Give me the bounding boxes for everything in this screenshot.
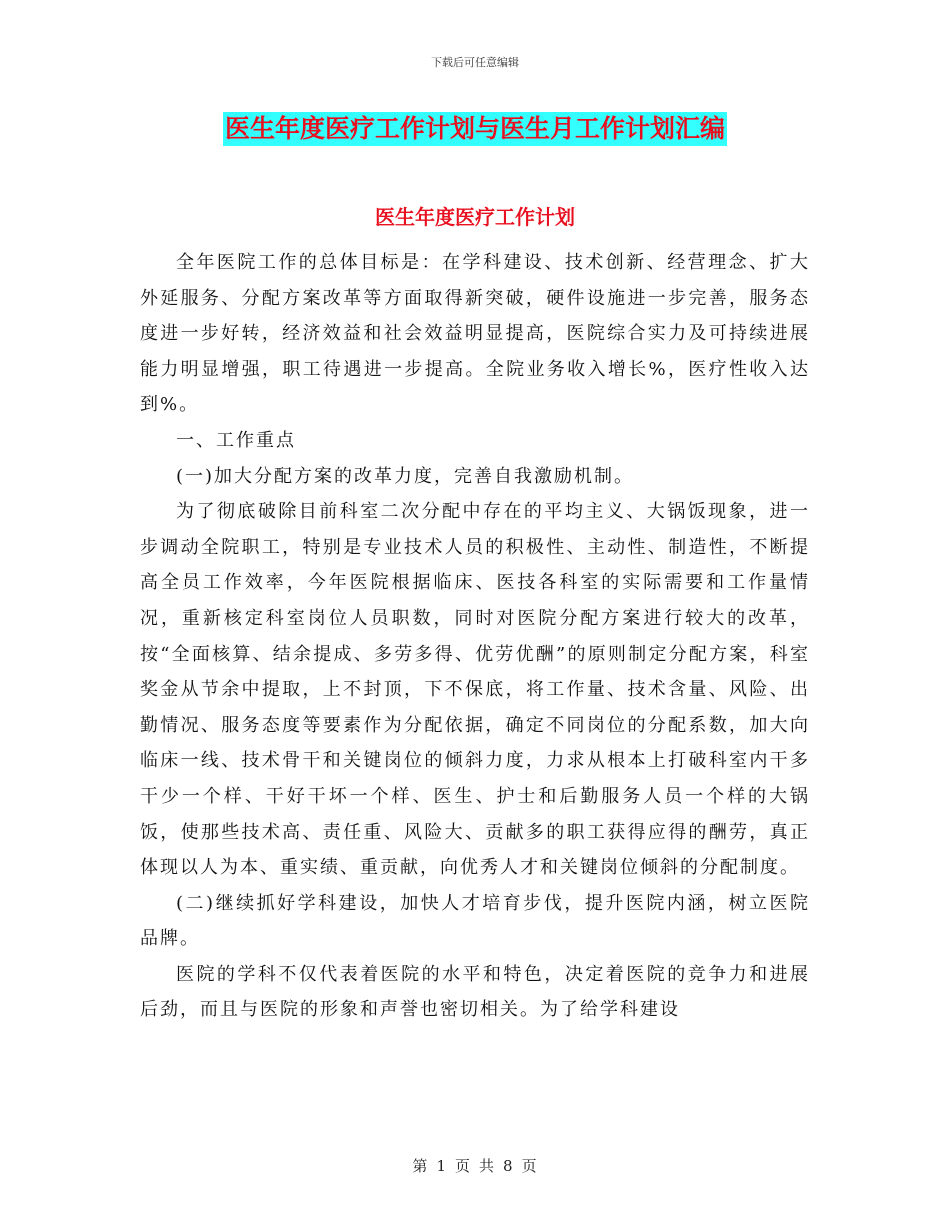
header-note: 下载后可任意编辑	[431, 56, 519, 69]
paragraph-distribution-reform: 为了彻底破除目前科室二次分配中存在的平均主义、大锅饭现象，进一步调动全院职工，特别是专业技术人员的积极性、主动性、制造性，不断提高全员工作效率，今年医院根据临床、医技各科室的实际需要和工作量情况，重新核定科室岗位人员职数，同时对医院分配方案进行较大的改革，按“全面核算、结余提成、多劳多得、优劳优酬”的原则制定分配方案，科室奖金从节余中提取，上不封顶，下不保底，将工作量、技术含量、风险、出勤情况、服务态度等要素作为分配依据，确定不同岗位的分配系数，加大向临床一线、技术骨干和关键岗位的倾斜力度，力求从根本上打破科室内干多干少一个样、干好干坏一个样、医生、护士和后勤服务人员一个样的大锅饭，使那些技术高、责任重、风险大、贡献多的职工获得应得的酬劳，真正体现以人为本、重实绩、重贡献，向优秀人才和关键岗位倾斜的分配制度。	[140, 501, 810, 879]
footer-current-page: 1	[436, 1157, 447, 1175]
paragraph-discipline-construction: 医院的学科不仅代表着医院的水平和特色，决定着医院的竞争力和进展后劲，而且与医院的形象和声誉也密切相关。为了给学科建设	[140, 963, 810, 1021]
footer-total-prefix: 共	[479, 1157, 496, 1175]
footer-prefix: 第	[412, 1157, 429, 1175]
heading-work-focus: 一、工作重点	[176, 429, 296, 451]
page-footer	[0, 1155, 950, 1176]
footer-page-unit: 页	[454, 1157, 471, 1175]
paragraph-goal: 全年医院工作的总体目标是：在学科建设、技术创新、经营理念、扩大外延服务、分配方案改革等方面取得新突破，硬件设施进一步完善，服务态度进一步好转，经济效益和社会效益明显提高，医院综合实力及可持续进展能力明显增强，职工待遇进一步提高。全院业务收入增长%，医疗性收入达到%。	[140, 252, 810, 416]
document-body	[140, 245, 810, 1028]
document-title-container	[0, 112, 950, 146]
section-title: 医生年度医疗工作计划	[375, 205, 575, 229]
subheading-distribution-reform: (一)加大分配方案的改革力度，完善自我激励机制。	[176, 465, 635, 487]
footer-total-pages: 8	[503, 1157, 514, 1175]
subheading-discipline-construction: (二)继续抓好学科建设，加快人才培育步伐，提升医院内涵，树立医院品牌。	[140, 892, 810, 950]
footer-total-unit: 页	[521, 1157, 538, 1175]
document-title: 医生年度医疗工作计划与医生月工作计划汇编	[223, 112, 727, 146]
